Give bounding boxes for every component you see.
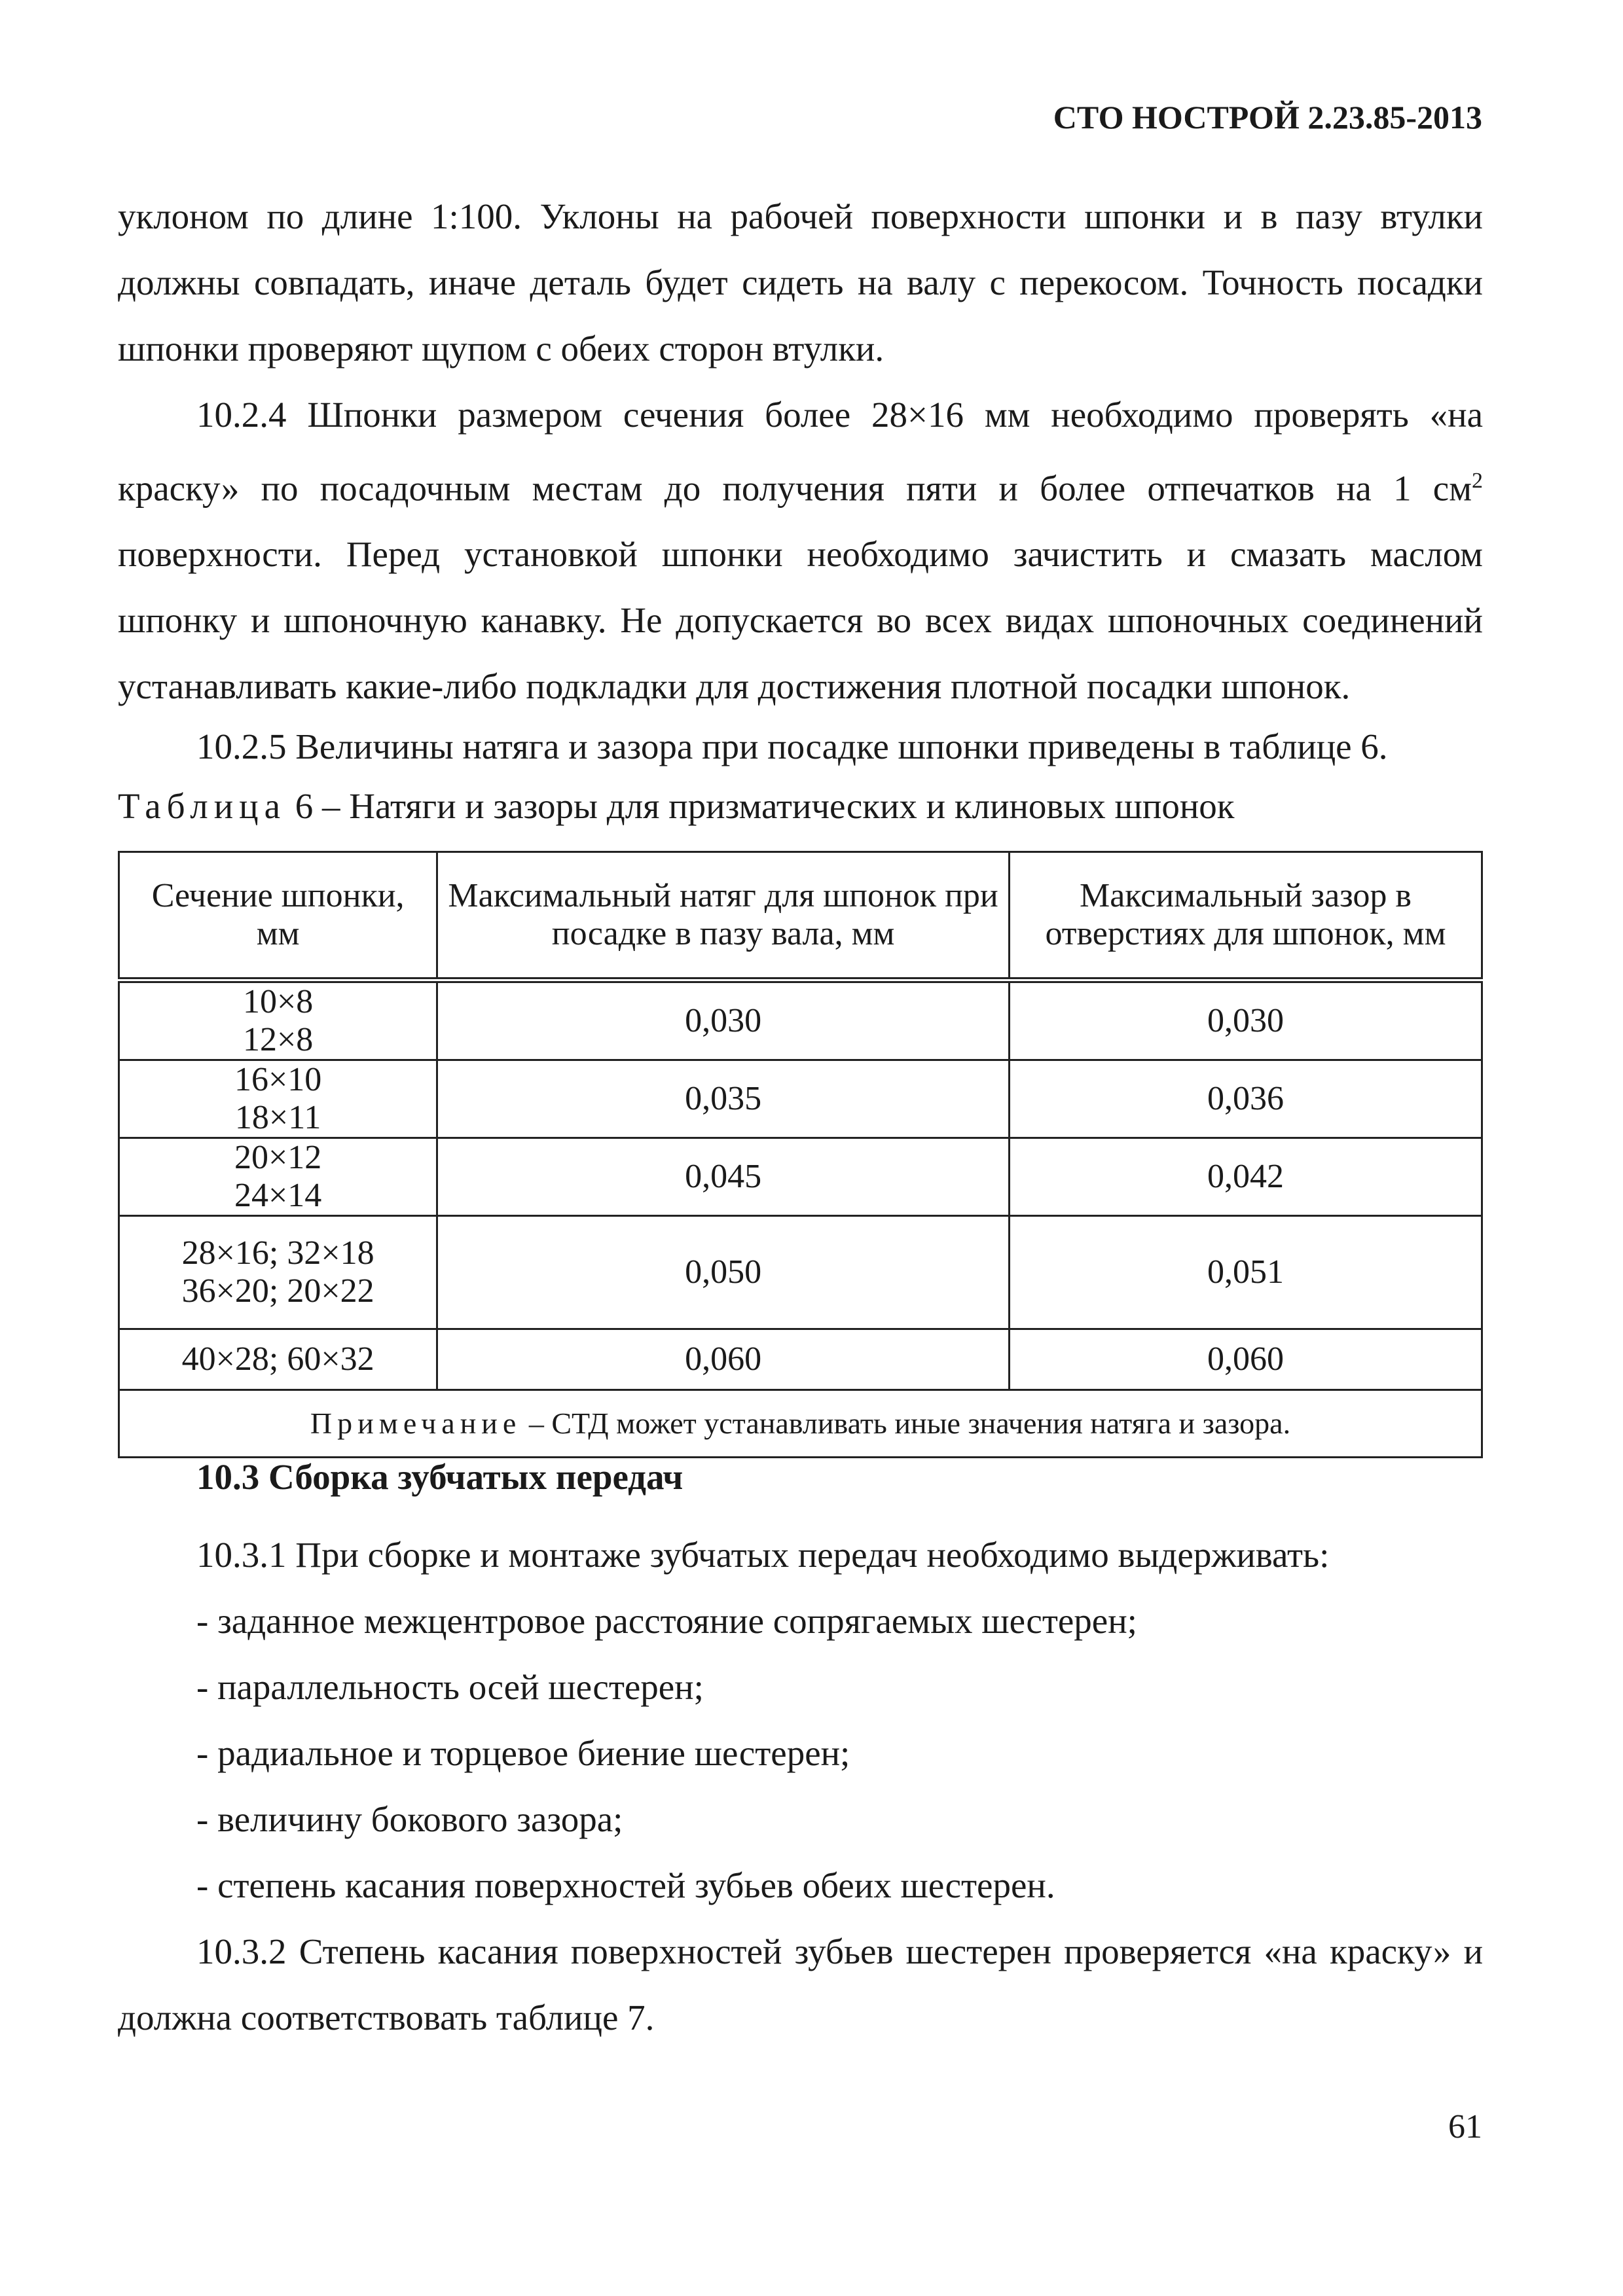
paragraph-10-3-1: 10.3.1 При сборке и монтаже зубчатых передач необходимо выдерживать: [196, 1535, 1330, 1575]
list-10-3-1 [196, 1588, 1483, 1918]
clearance-cell: 0,030 [1009, 980, 1482, 1060]
page-number: 61 [1448, 2108, 1482, 2145]
section-cell [119, 1138, 437, 1216]
table-header-row [119, 852, 1482, 980]
section-line: 12×8 [242, 1021, 314, 1058]
table-note [119, 1390, 1482, 1458]
table-caption-text: 6 – Натяги и зазоры для призматических и клиновых шпонок [285, 786, 1235, 826]
clearance-cell: 0,042 [1009, 1138, 1482, 1216]
section-cell [119, 1060, 437, 1138]
interference-cell: 0,035 [437, 1060, 1010, 1138]
section-line: 20×12 [234, 1139, 322, 1176]
list-item: - заданное межцентровое расстояние сопрягаемых шестерен; [196, 1601, 1137, 1641]
section-heading-10-3: 10.3 Сборка зубчатых передач [196, 1457, 684, 1497]
interference-cell: 0,050 [437, 1216, 1010, 1329]
table-caption-word: Таблица [118, 786, 286, 826]
section-line: 36×20; 20×22 [181, 1272, 374, 1310]
document-header: СТО НОСТРОЙ 2.23.85-2013 [1053, 99, 1482, 135]
list-item: - параллельность осей шестерен; [196, 1667, 704, 1707]
header-interference: Максимальный натяг для шпонок при посадке в пазу вала, мм [437, 852, 1010, 980]
superscript-2: 2 [1472, 469, 1483, 493]
interference-cell: 0,030 [437, 980, 1010, 1060]
clearance-cell: 0,060 [1009, 1329, 1482, 1390]
section-cell [119, 980, 437, 1060]
interference-cell: 0,060 [437, 1329, 1010, 1390]
section-line: 28×16; 32×18 [181, 1234, 374, 1272]
clearance-cell: 0,051 [1009, 1216, 1482, 1329]
table-caption [118, 785, 1235, 827]
table-6 [118, 851, 1483, 1458]
section-line: 18×11 [234, 1099, 321, 1136]
header-section: Сечение шпонки, мм [119, 852, 437, 980]
interference-cell: 0,045 [437, 1138, 1010, 1216]
paragraph-10-2-5: 10.2.5 Величины натяга и зазора при посадке шпонки приведены в таблице 6. [196, 726, 1388, 766]
clearance-cell: 0,036 [1009, 1060, 1482, 1138]
table-row [119, 1216, 1482, 1329]
table-row [119, 1329, 1482, 1390]
section-line: 16×10 [234, 1061, 322, 1098]
list-item: - величину бокового зазора; [196, 1799, 623, 1839]
header-clearance: Максимальный зазор в отверстиях для шпонок, мм [1009, 852, 1482, 980]
table-row [119, 980, 1482, 1060]
section-cell: 40×28; 60×32 [119, 1329, 437, 1390]
paragraph-intro: уклоном по длине 1:100. Уклоны на рабочей поверхности шпонки и в пазу втулки должны совпадать, иначе деталь будет сидеть на валу с перекосом. Точность посадки шпонки проверяют щупом с обеих сторон втулки. [118, 196, 1483, 368]
note-label: Примечание [310, 1407, 522, 1440]
paragraph-10-2-4 [118, 382, 1483, 719]
list-item: - радиальное и торцевое биение шестерен; [196, 1733, 850, 1773]
paragraph-10-2-4-part1: 10.2.4 Шпонки размером сечения более 28×16 мм необходимо проверять «на краску» по посадочным местам до получения пяти и более отпечатков на 1 см [118, 395, 1483, 509]
paragraph-10-2-4-part2: поверхности. Перед установкой шпонки необходимо зачистить и смазать маслом шпонку и шпоночную канавку. Не допускается во всех видах шпоночных соединений устанавливать какие-либо подкладки для достижения плотной посадки шпонок. [118, 534, 1483, 707]
table-note-row [119, 1390, 1482, 1458]
list-item: - степень касания поверхностей зубьев обеих шестерен. [196, 1865, 1055, 1905]
table-row [119, 1138, 1482, 1216]
table-row [119, 1060, 1482, 1138]
note-text: – СТД может устанавливать иные значения натяга и зазора. [521, 1407, 1291, 1440]
section-line: 10×8 [242, 983, 314, 1020]
section-line: 24×14 [234, 1177, 322, 1214]
paragraph-10-3-2: 10.3.2 Степень касания поверхностей зубьев шестерен проверяется «на краску» и должна соответствовать таблице 7. [118, 1931, 1483, 2037]
section-cell [119, 1216, 437, 1329]
